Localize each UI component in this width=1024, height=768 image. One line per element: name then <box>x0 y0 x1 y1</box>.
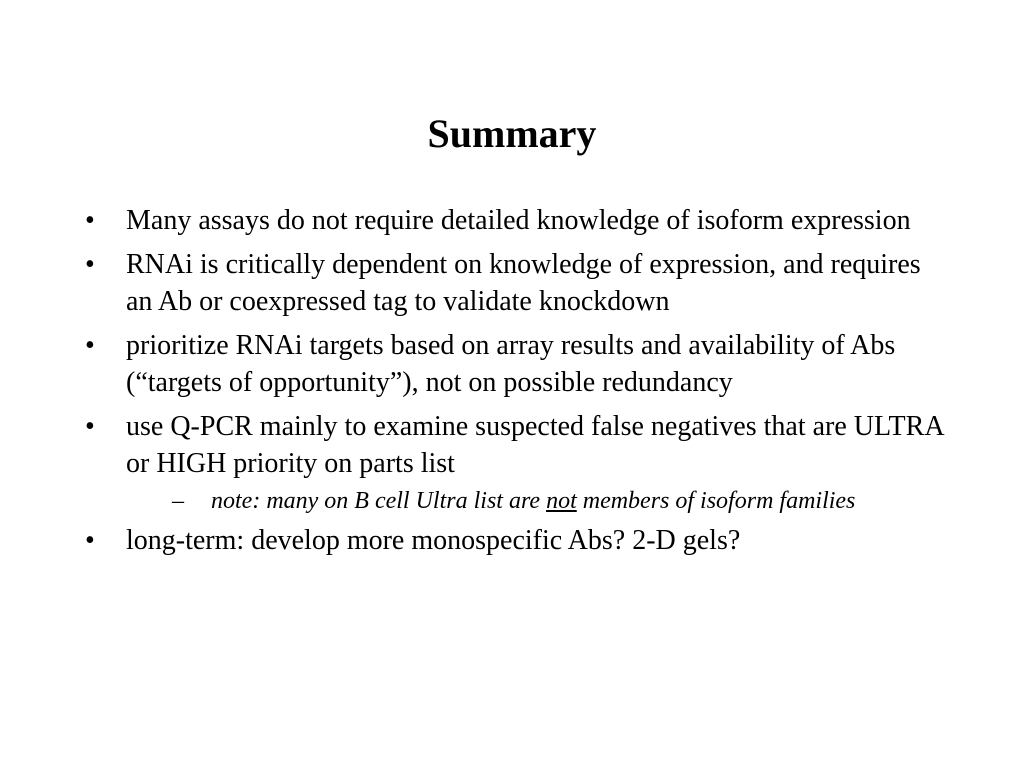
bullet-item <box>85 327 945 402</box>
bullet-item <box>85 522 945 560</box>
bullet-item <box>85 202 945 240</box>
bullet-marker: • <box>85 410 95 442</box>
sub-bullet-item <box>126 486 945 516</box>
bullet-item <box>85 408 945 516</box>
sub-bullet-marker: – <box>172 487 184 514</box>
bullet-list <box>85 202 945 565</box>
slide-title: Summary <box>427 111 597 156</box>
sub-bullet-emphasis: not <box>546 487 577 514</box>
sub-bullet-text-before: note: many on B cell Ultra list are <box>211 487 547 514</box>
bullet-text: RNAi is critically dependent on knowledge of expression, and requires an Ab or coexpressed tag to validate knockdown <box>126 248 921 317</box>
bullet-text: use Q-PCR mainly to examine suspected false negatives that are ULTRA or HIGH priority on parts list <box>126 410 944 479</box>
bullet-text: long-term: develop more monospecific Abs? 2-D gels? <box>126 524 741 556</box>
sub-bullet-list <box>126 486 945 516</box>
sub-bullet-text-after: members of isoform families <box>576 487 856 514</box>
bullet-marker: • <box>85 524 95 556</box>
bullet-marker: • <box>85 248 95 280</box>
bullet-marker: • <box>85 205 95 236</box>
bullet-marker: • <box>85 329 95 361</box>
bullet-text: Many assays do not require detailed knowledge of isoform expression <box>126 205 911 236</box>
bullet-text: prioritize RNAi targets based on array results and availability of Abs (“targets of opportunity”), not on possible redundancy <box>126 329 896 398</box>
bullet-item <box>85 246 945 321</box>
